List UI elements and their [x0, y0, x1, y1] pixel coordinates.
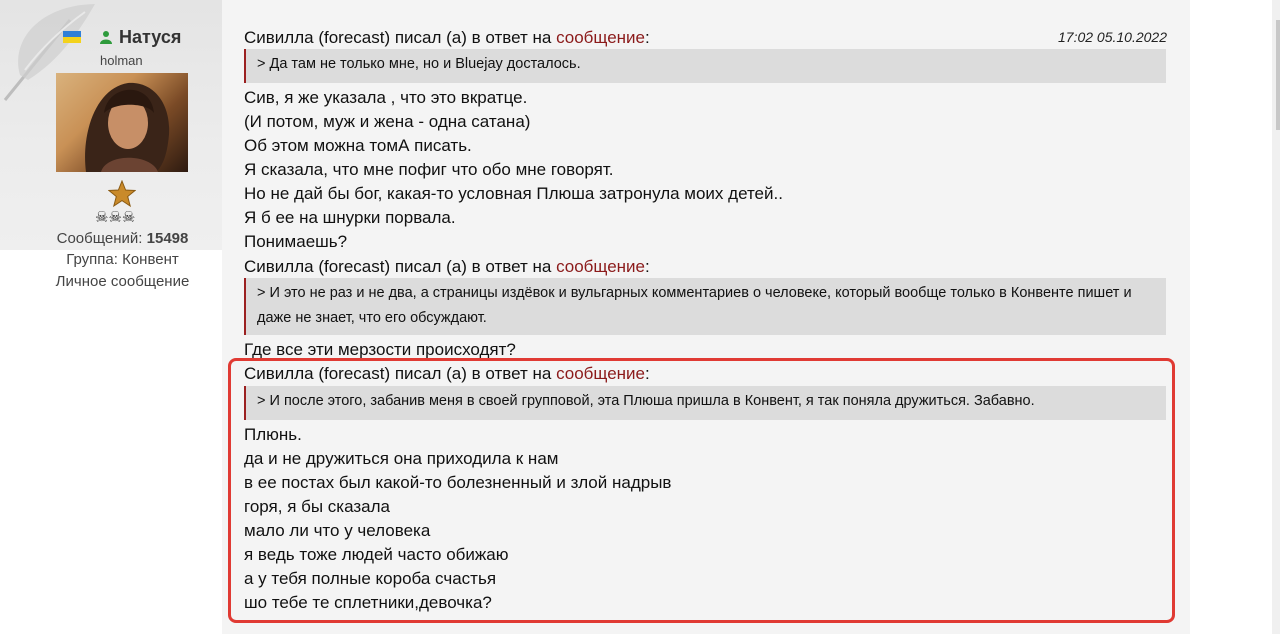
- user-online-icon: [99, 30, 113, 44]
- post-line: Где все эти мерзости происходят?: [244, 340, 516, 359]
- post-line: Но не дай бы бог, какая-то условная Плюша затронула моих детей..: [244, 184, 783, 203]
- post-line: шо тебе те сплетники,девочка?: [244, 593, 492, 612]
- post-line: Об этом можна томА писать.: [244, 136, 472, 155]
- message-link[interactable]: сообщение: [556, 257, 645, 276]
- quote-citation: [244, 364, 650, 384]
- post-line: Плюнь.: [244, 425, 302, 444]
- message-count-label: Сообщений:: [56, 230, 143, 247]
- message-link[interactable]: сообщение: [556, 28, 645, 47]
- post-line: в ее постах был какой-то болезненный и злой надрыв: [244, 473, 672, 492]
- post-line: Понимаешь?: [244, 232, 348, 251]
- private-message-link[interactable]: Личное сообщение: [55, 273, 190, 290]
- post-line: я ведь тоже людей часто обижаю: [244, 545, 509, 564]
- post-line: Я сказала, что мне пофиг что обо мне говорят.: [244, 160, 614, 179]
- post-date: 17:02 05.10.2022: [1058, 29, 1167, 45]
- quote-citation: [244, 28, 650, 48]
- citation-text: Сивилла (forecast) писал (а) в ответ на: [244, 28, 557, 47]
- post-line: горя, я бы сказала: [244, 497, 391, 516]
- post-line: Сив, я же указала , что это вкратце.: [244, 88, 528, 107]
- citation-colon: :: [645, 28, 650, 47]
- rank-skulls-icon: ☠☠☠: [95, 209, 136, 226]
- message-count-value: 15498: [146, 230, 189, 247]
- citation-text: Сивилла (forecast) писал (а) в ответ на: [244, 364, 557, 383]
- post-line: мало ли что у человека: [244, 521, 431, 540]
- user-login: holman: [100, 53, 143, 68]
- post-line: а у тебя полные короба счастья: [244, 569, 497, 588]
- citation-text: Сивилла (forecast) писал (а) в ответ на: [244, 257, 557, 276]
- message-count: [0, 230, 245, 247]
- ukraine-flag-icon: [63, 31, 81, 43]
- quote-citation: [244, 257, 650, 277]
- avatar[interactable]: [56, 73, 188, 172]
- username-row: [63, 26, 181, 48]
- citation-colon: :: [645, 257, 650, 276]
- post-line: Я б ее на шнурки порвала.: [244, 208, 456, 227]
- post-line: да и не дружиться она приходила к нам: [244, 449, 559, 468]
- quote-block: > И после этого, забанив меня в своей групповой, эта Плюша пришла в Конвент, я так поняла дружиться. Забавно.: [244, 386, 1166, 420]
- quote-block: > И это не раз и не два, а страницы издёвок и вульгарных комментариев о человеке, который вообще только в Конвенте пишет и даже не знает, что его обсуждают.: [244, 278, 1166, 335]
- citation-colon: :: [645, 364, 650, 383]
- message-link[interactable]: сообщение: [556, 364, 645, 383]
- username[interactable]: Натуся: [119, 26, 182, 47]
- author-profile: [0, 0, 222, 634]
- user-group: Группа: Конвент: [66, 251, 179, 268]
- quote-block: > Да там не только мне, но и Bluejay досталось.: [244, 49, 1166, 83]
- avatar-image: [56, 73, 188, 172]
- post-line: (И потом, муж и жена - одна сатана): [244, 112, 531, 131]
- star-icon: [108, 180, 136, 208]
- scrollbar-thumb[interactable]: [1276, 20, 1280, 130]
